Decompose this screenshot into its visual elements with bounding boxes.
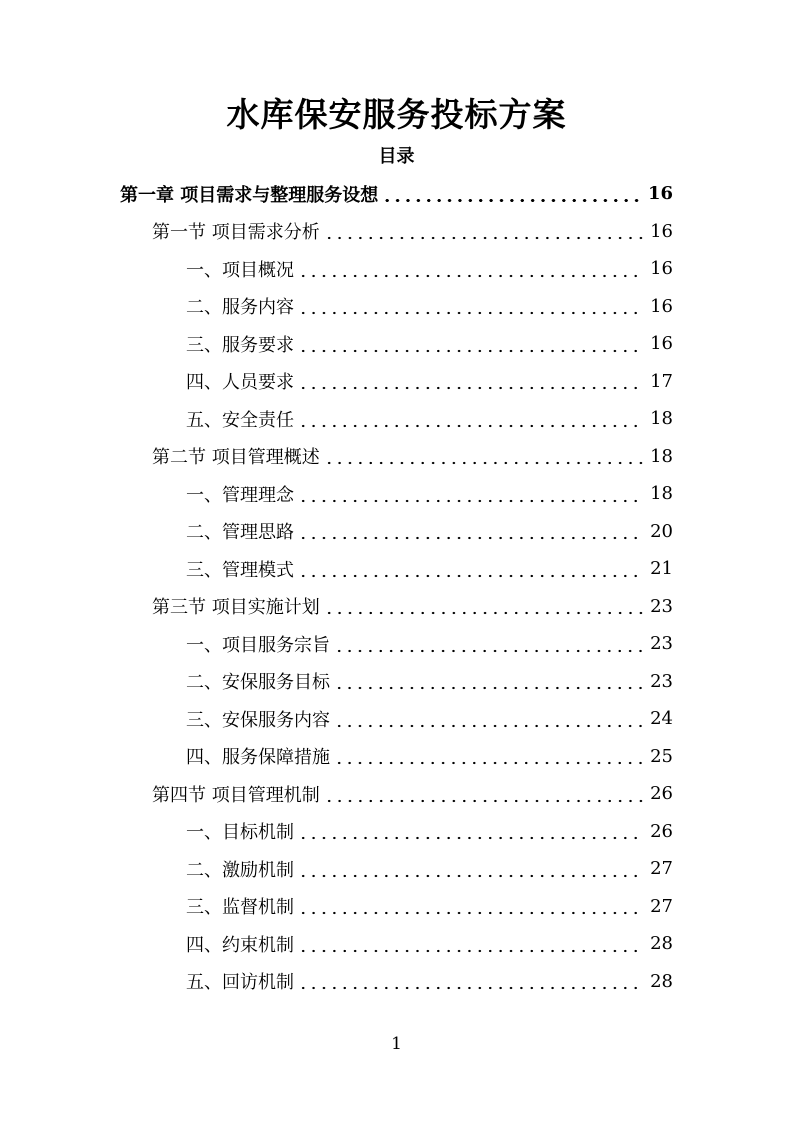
- toc-dot-leader: [298, 409, 644, 429]
- toc-entry-subsection[interactable]: [186, 963, 673, 1000]
- toc-entry-label: 五、回访机制: [186, 972, 294, 993]
- toc-dot-leader: [298, 296, 644, 316]
- toc-entry-page: 16: [650, 220, 673, 242]
- toc-dot-leader: [298, 259, 644, 279]
- toc-entry-page: 18: [650, 445, 673, 467]
- toc-dot-leader: [382, 184, 642, 204]
- toc-entry-page: 28: [650, 970, 673, 992]
- toc-entry-subsection[interactable]: [186, 363, 673, 400]
- toc-entry-label: 三、管理模式: [186, 559, 294, 581]
- toc-entry-label: 第四节 项目管理机制: [152, 784, 320, 806]
- toc-entry-page: 27: [650, 895, 673, 917]
- toc-entry-page: 16: [650, 258, 673, 279]
- toc-entry-label: 四、人员要求: [186, 372, 294, 393]
- toc-dot-leader: [298, 859, 644, 879]
- toc-entry-subsection[interactable]: [186, 700, 673, 737]
- toc-entry-label: 二、管理思路: [186, 522, 294, 543]
- toc-heading: 目录: [378, 146, 415, 167]
- toc-entry-subsection[interactable]: [186, 550, 673, 587]
- toc-entry-label: 五、安全责任: [186, 409, 294, 431]
- toc-entry-section[interactable]: [152, 775, 673, 812]
- toc-entry-subsection[interactable]: [186, 513, 673, 550]
- toc-entry-page: 23: [650, 595, 673, 617]
- toc-entry-subsection[interactable]: [186, 663, 673, 700]
- toc-entry-page: 28: [650, 933, 673, 954]
- toc-entry-page: 27: [650, 858, 673, 879]
- toc-entry-subsection[interactable]: [186, 400, 673, 437]
- toc-entry-section[interactable]: [152, 438, 673, 475]
- toc-entry-label: 二、服务内容: [186, 297, 294, 318]
- toc-entry-label: 三、安保服务内容: [186, 709, 330, 731]
- toc-entry-subsection[interactable]: [186, 250, 673, 287]
- toc-entry-subsection[interactable]: [186, 288, 673, 325]
- toc-entry-label: 三、监督机制: [186, 897, 294, 918]
- toc-entry-chapter-1[interactable]: [120, 175, 673, 212]
- toc-dot-leader: [298, 934, 644, 954]
- toc-entry-page: 17: [650, 370, 673, 392]
- toc-entry-label: 三、服务要求: [186, 334, 294, 356]
- toc-dot-leader: [298, 521, 644, 541]
- toc-entry-label: 二、激励机制: [186, 859, 294, 881]
- toc-dot-leader: [298, 484, 644, 504]
- toc-entry-label: 四、约束机制: [186, 934, 294, 956]
- toc-entry-subsection[interactable]: [186, 325, 673, 362]
- toc-dot-leader: [334, 671, 644, 691]
- toc-dot-leader: [324, 446, 644, 466]
- toc-entry-page: 20: [650, 520, 673, 542]
- toc-dot-leader: [324, 596, 644, 616]
- toc-entry-page: 26: [650, 820, 673, 842]
- toc-entry-page: 16: [650, 333, 673, 354]
- toc-entry-subsection[interactable]: [186, 475, 673, 512]
- toc-dot-leader: [298, 896, 644, 916]
- toc-dot-leader: [324, 784, 644, 804]
- toc-entry-label: 一、目标机制: [186, 822, 294, 843]
- toc-entry-label: 一、项目服务宗旨: [186, 634, 330, 656]
- toc-entry-label: 第一节 项目需求分析: [152, 222, 320, 243]
- page-number: 1: [391, 1034, 402, 1054]
- toc-entry-page: 21: [650, 558, 673, 579]
- toc-dot-leader: [298, 371, 644, 391]
- toc-entry-section[interactable]: [152, 588, 673, 625]
- toc-entry-label: 四、服务保障措施: [186, 747, 330, 768]
- toc-entry-label: 一、管理理念: [186, 484, 294, 506]
- toc-entry-subsection[interactable]: [186, 625, 673, 662]
- toc-entry-subsection[interactable]: [186, 738, 673, 775]
- toc-dot-leader: [298, 559, 644, 579]
- toc-dot-leader: [298, 821, 644, 841]
- toc-entry-section[interactable]: [152, 213, 673, 250]
- toc-entry-page: 23: [650, 633, 673, 654]
- toc-entry-page: 26: [650, 783, 673, 804]
- toc-dot-leader: [324, 221, 644, 241]
- toc-entry-label: 一、项目概况: [186, 259, 294, 281]
- toc-entry-page: 23: [650, 670, 673, 692]
- toc-entry-subsection[interactable]: [186, 925, 673, 962]
- toc-dot-leader: [334, 634, 644, 654]
- toc-entry-page: 18: [650, 483, 673, 504]
- toc-entry-label: 第三节 项目实施计划: [152, 597, 320, 618]
- toc-dot-leader: [298, 334, 644, 354]
- toc-entry-subsection[interactable]: [186, 850, 673, 887]
- toc-entry-page: 16: [647, 183, 673, 204]
- toc-entry-page: 24: [650, 708, 673, 729]
- toc-entry-page: 18: [650, 408, 673, 429]
- toc-dot-leader: [334, 746, 644, 766]
- toc-entry-page: 25: [650, 745, 673, 767]
- toc-entry-label: 第二节 项目管理概述: [152, 447, 320, 468]
- toc-entry-subsection[interactable]: [186, 888, 673, 925]
- document-title: 水库保安服务投标方案: [226, 95, 567, 134]
- toc-entry-subsection[interactable]: [186, 813, 673, 850]
- toc-entry-label: 二、安保服务目标: [186, 672, 330, 693]
- toc-dot-leader: [334, 709, 644, 729]
- toc-entry-page: 16: [650, 295, 673, 317]
- toc-entry-label: 第一章 项目需求与整理服务设想: [120, 184, 379, 206]
- toc-dot-leader: [298, 971, 644, 991]
